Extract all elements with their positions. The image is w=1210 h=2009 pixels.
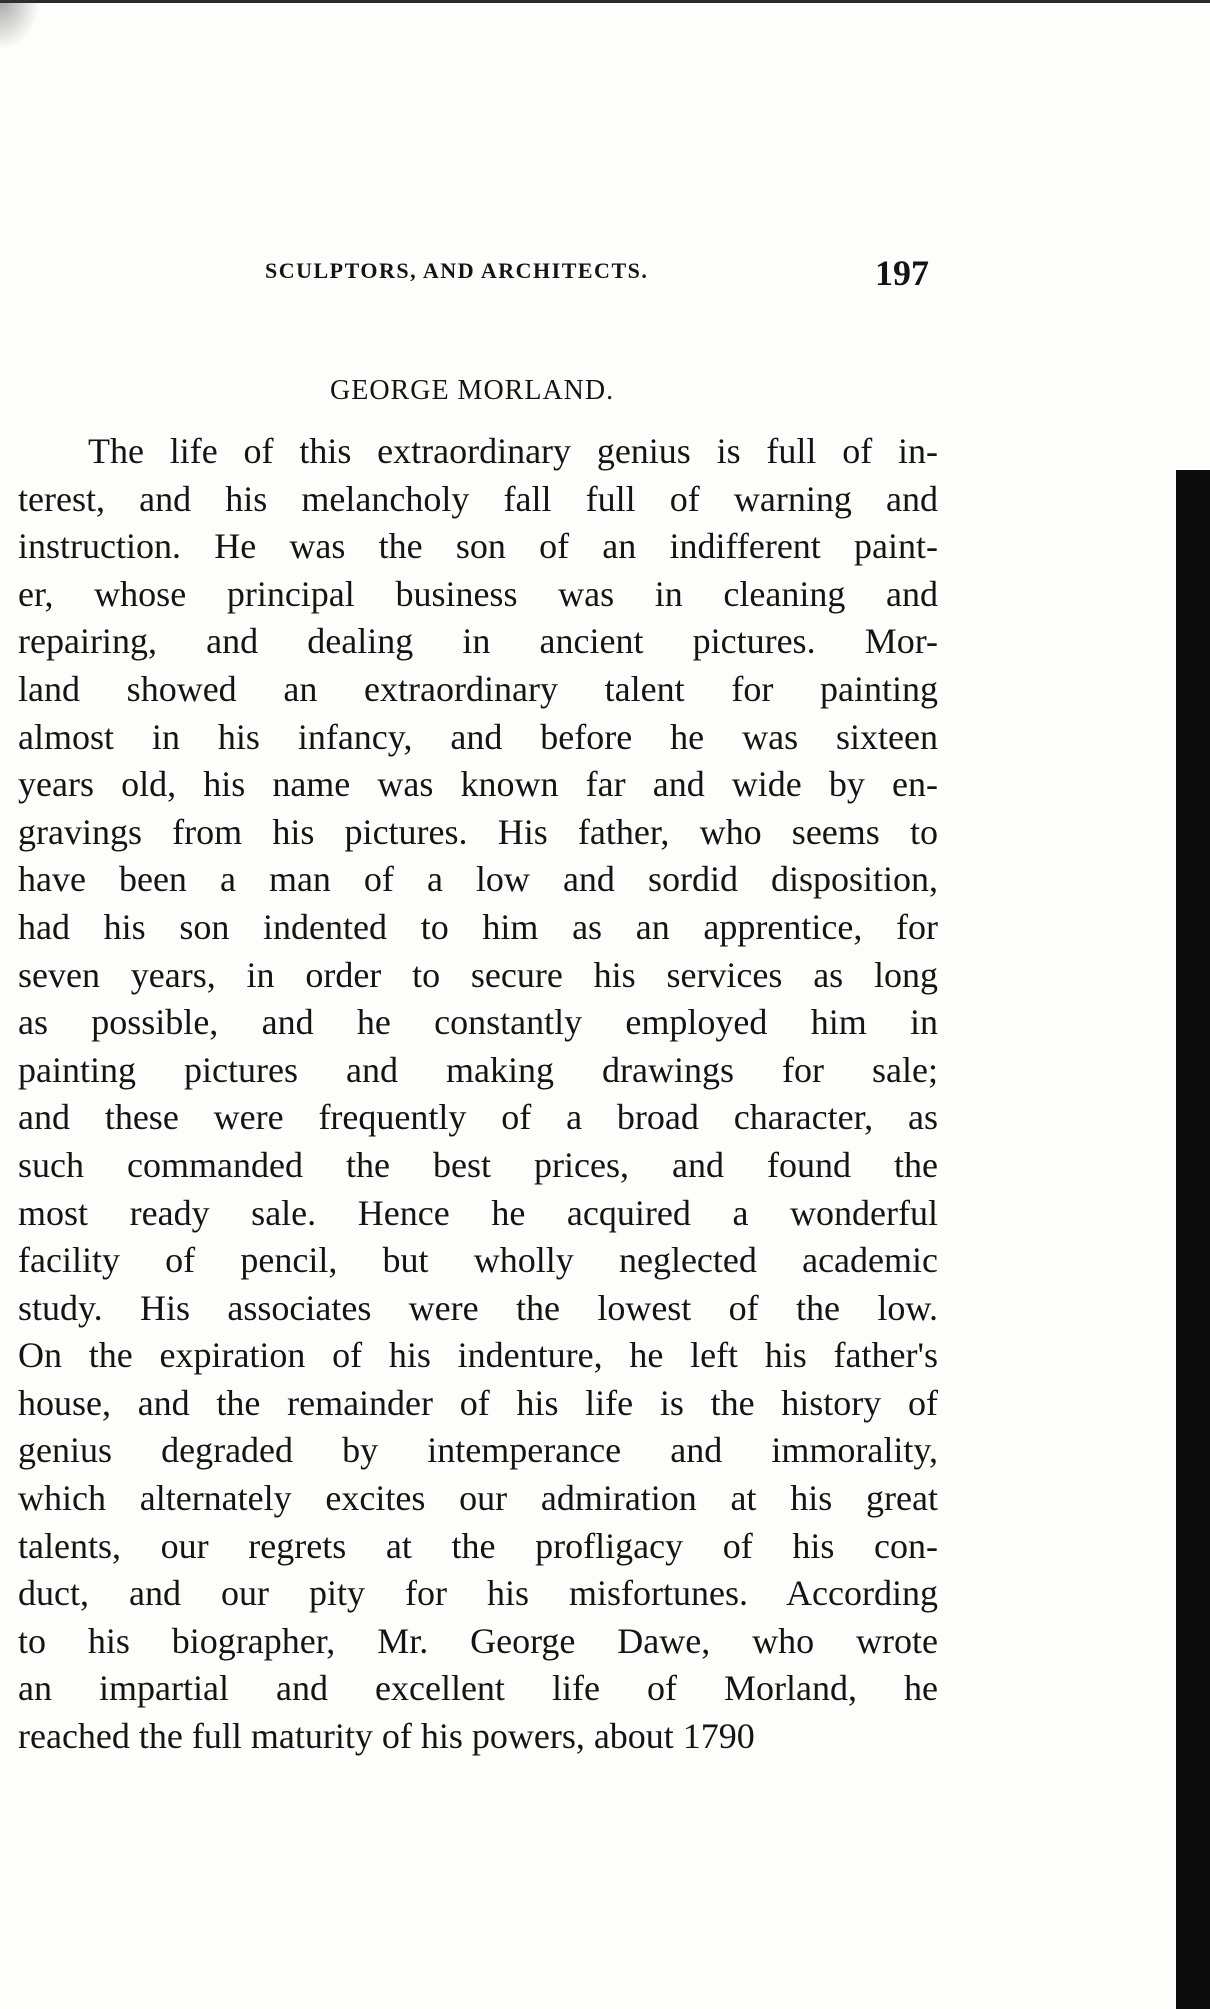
text-line: study. His associates were the lowest of the low. bbox=[18, 1287, 938, 1328]
page-top-edge bbox=[0, 0, 1210, 3]
text-line: had his son indented to him as an apprentice, for bbox=[18, 906, 938, 947]
text-line: to his biographer, Mr. George Dawe, who wrote bbox=[18, 1620, 938, 1661]
text-line: most ready sale. Hence he acquired a wonderful bbox=[18, 1192, 938, 1233]
text-line: On the expiration of his indenture, he left his father's bbox=[18, 1335, 938, 1376]
text-line: almost in his infancy, and before he was sixteen bbox=[18, 716, 938, 757]
text-line: repairing, and dealing in ancient pictures. Mor- bbox=[18, 621, 938, 662]
text-line: reached the full maturity of his powers, about 1790 bbox=[18, 1716, 755, 1757]
text-line: as possible, and he constantly employed him in bbox=[18, 1002, 938, 1043]
running-head: SCULPTORS, AND ARCHITECTS. bbox=[265, 258, 649, 283]
text-line: land showed an extraordinary talent for painting bbox=[18, 668, 938, 709]
text-line: such commanded the best prices, and found the bbox=[18, 1144, 938, 1185]
body-text bbox=[18, 428, 938, 1761]
text-line: facility of pencil, but wholly neglected academic bbox=[18, 1240, 938, 1281]
section-title: GEORGE MORLAND. bbox=[330, 375, 615, 406]
text-line: and these were frequently of a broad character, as bbox=[18, 1097, 938, 1138]
text-line: have been a man of a low and sordid disposition, bbox=[18, 859, 938, 900]
text-line: duct, and our pity for his misfortunes. According bbox=[18, 1573, 938, 1614]
page-right-edge-shadow bbox=[1176, 470, 1210, 2009]
text-line: terest, and his melancholy fall full of warning and bbox=[18, 478, 938, 519]
text-line: genius degraded by intemperance and immorality, bbox=[18, 1430, 938, 1471]
text-line: years old, his name was known far and wide by en- bbox=[18, 764, 938, 805]
page-number: 197 bbox=[875, 253, 929, 293]
text-line: painting pictures and making drawings for sale; bbox=[18, 1049, 938, 1090]
text-line: an impartial and excellent life of Morland, he bbox=[18, 1668, 938, 1709]
text-line: which alternately excites our admiration at his great bbox=[18, 1478, 938, 1519]
text-line: house, and the remainder of his life is the history of bbox=[18, 1382, 938, 1423]
corner-smudge bbox=[0, 0, 40, 50]
text-line: er, whose principal business was in cleaning and bbox=[18, 573, 938, 614]
text-line: The life of this extraordinary genius is full of in- bbox=[88, 431, 938, 471]
text-line: instruction. He was the son of an indifferent paint- bbox=[18, 526, 938, 567]
text-line: seven years, in order to secure his services as long bbox=[18, 954, 938, 995]
text-line: gravings from his pictures. His father, who seems to bbox=[18, 811, 938, 852]
text-line: talents, our regrets at the profligacy of his con- bbox=[18, 1525, 938, 1566]
